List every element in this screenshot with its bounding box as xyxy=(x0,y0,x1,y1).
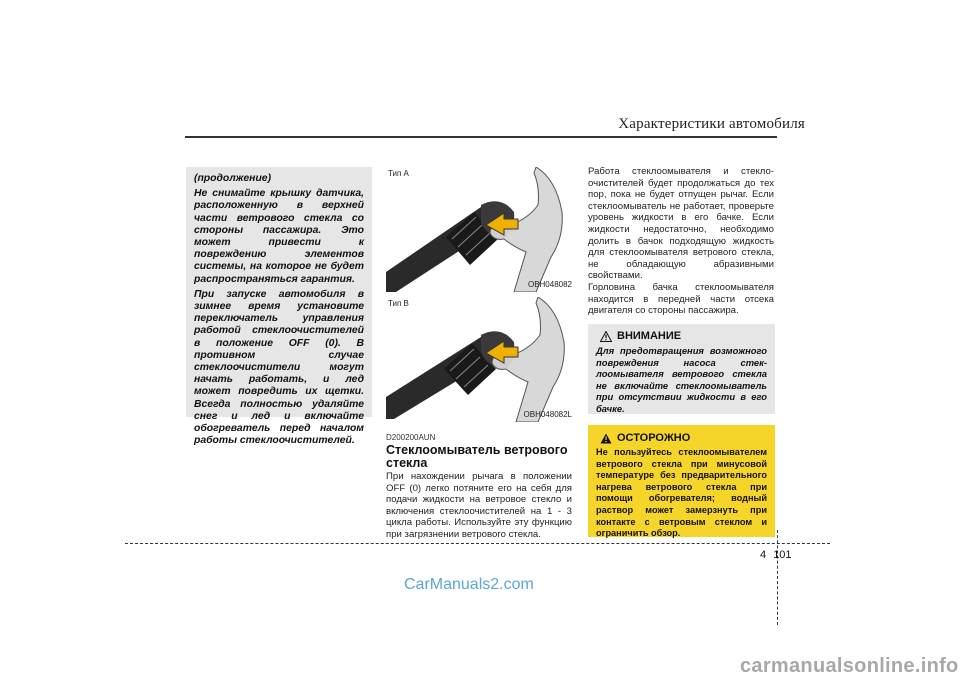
watermark-carmanualsonline[interactable]: carmanualsonline.info xyxy=(740,655,959,677)
right-column-text xyxy=(588,166,774,317)
figure-type-a xyxy=(386,167,576,292)
figure-b-label: Тип B xyxy=(388,299,409,308)
warning-header xyxy=(600,432,767,444)
caution-text: Для предотвращения возможного повреждения насоса стек-лоомывателя ветрового стекла не включайте стеклоомыватель при отсутствии жидкости в его бачке. xyxy=(596,345,767,414)
note-winter-start: При запуске автомобиля в зимнее время установите переключатель управления работой стеклоочистителей в положение OFF (0). В противном случае стеклоочистители могут начать работать, и лед может повредить их щетки. Всегда полностью удаляйте снег и лед и включайте обогреватель перед началом работы стеклоочистителей. xyxy=(194,288,364,447)
header-title: Характеристики автомобиля xyxy=(618,116,805,132)
note-sensor-cover: Не снимайте крышку датчика, расположенную в верхней части ветрового стекла со стороны пассажира. Это может привести к повреждению элементов системы, на которое не будет распространяться гарантия. xyxy=(194,188,364,285)
right-paragraph-2: Горловина бачка стеклоомывателя находится в передней части отсека двигателя со стороны пассажира. xyxy=(588,281,774,317)
right-paragraph-1: Работа стеклоомывателя и стекло-очистителей будет продолжаться до тех пор, пока не будет отпущен рычаг. Если стеклоомыватель не работает, проверьте уровень жидкости в его бачке. Если жидкости недостаточно, необходимо долить в бачок подходящую жидкость для стеклоомывателя ветрового стекла, не обладающую абразивными свойствами. xyxy=(588,166,774,282)
caution-box xyxy=(588,324,775,414)
figure-type-b xyxy=(386,297,576,422)
note-box xyxy=(186,167,372,447)
caution-header xyxy=(600,330,767,342)
warning-box xyxy=(588,425,775,537)
header-rule xyxy=(185,136,777,138)
footer-dashed-rule xyxy=(125,543,830,544)
warning-title: ОСТОРОЖНО xyxy=(617,432,691,444)
note-continued: (продолжение) xyxy=(194,173,272,184)
warning-text: Не пользуйтесь стеклоомывателем ветрового стекла при минусовой температуре без предварительного нагрева ветрового стекла при помощи обогревателя; водный раствор может замерзнуть при контакте с ветровым стеклом и ограничить обзор. xyxy=(596,447,767,539)
caution-triangle-icon xyxy=(600,331,612,342)
figure-a-label: Тип А xyxy=(388,169,409,178)
footer-vertical-rule xyxy=(777,530,779,625)
page-number xyxy=(760,549,792,561)
warning-triangle-icon xyxy=(600,433,612,444)
page-section: 4 xyxy=(760,549,767,561)
caution-title: ВНИМАНИЕ xyxy=(617,330,682,342)
section-title: Стеклоомыватель ветрового стекла xyxy=(386,443,568,470)
wiper-lever-illustration-a xyxy=(386,167,576,292)
figure-a-code: OBH048082 xyxy=(527,280,572,289)
section-body: При нахождении рычага в положении OFF (0) легко потяните его на себя для подачи жидкости на ветровое стекло и включения стеклоочистителей на 1 - 3 цикла работы. Используйте эту функцию при загрязнении ветрового стекла. xyxy=(386,471,572,540)
wiper-lever-illustration-b xyxy=(386,297,576,422)
watermark-carmanuals2[interactable]: CarManuals2.com xyxy=(404,576,534,593)
section-code: D200200AUN xyxy=(386,433,436,442)
figure-b-code: OBH048082L xyxy=(523,410,572,419)
page-number-value: 101 xyxy=(773,549,792,561)
